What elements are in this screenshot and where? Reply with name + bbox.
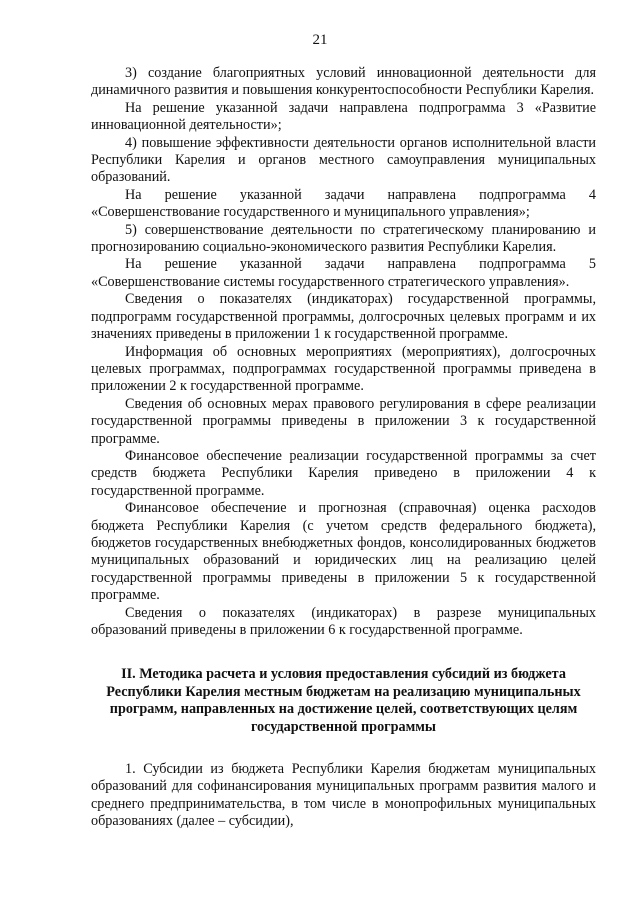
paragraph-6: На решение указанной задачи направлена подпрограмма 5 «Совершенствование системы государственного стратегического управления». — [91, 256, 596, 290]
paragraph-10: Финансовое обеспечение реализации государственной программы за счет средств бюджета Республики Карелия приведено в приложении 4 к государственной программе. — [91, 447, 596, 499]
paragraph-9: Сведения об основных мерах правового регулирования в сфере реализации государственной программы приведены в приложении 3 к государственной программе. — [91, 395, 596, 447]
paragraph-13: 1. Субсидии из бюджета Республики Карелия бюджетам муниципальных образований для софинансирования муниципальных программ развития малого и среднего предпринимательства, в том числе в монопрофильных муниципальных образованиях (далее – субсидии), — [91, 761, 596, 830]
paragraph-12: Сведения о показателях (индикаторах) в разрезе муниципальных образований приведены в приложении 6 к государственной программе. — [91, 604, 596, 638]
paragraph-11: Финансовое обеспечение и прогнозная (справочная) оценка расходов бюджета Республики Карелия (с учетом средств федерального бюджета), бюджетов государственных внебюджетных фондов, консолидированных бюджетов муниципальных образований и юридических лиц на реализацию целей государственной программы приведены в приложении 5 к государственной программе. — [91, 500, 596, 604]
paragraph-8: Информация об основных мероприятиях (мероприятиях), долгосрочных целевых программах, подпрограммах государственной программы приведена в приложении 2 к государственной программе. — [91, 343, 596, 395]
paragraph-4: На решение указанной задачи направлена подпрограмма 4 «Совершенствование государственного и муниципального управления»; — [91, 186, 596, 221]
section-heading: II. Методика расчета и условия предоставления субсидий из бюджета Республики Карелия местным бюджетам на реализацию муниципальных программ, направленных на достижение целей, соответствующих целям государственной программы — [106, 666, 581, 735]
paragraph-3: 4) повышение эффективности деятельности органов исполнительной власти Республики Карелия и органов местного самоуправления муниципальных образований. — [91, 134, 596, 186]
paragraph-2: На решение указанной задачи направлена подпрограмма 3 «Развитие инновационной деятельности»; — [91, 99, 596, 134]
paragraph-5: 5) совершенствование деятельности по стратегическому планированию и прогнозированию социально-экономического развития Республики Карелия. — [91, 221, 596, 256]
document-body — [91, 65, 596, 831]
paragraph-7: Сведения о показателях (индикаторах) государственной программы, подпрограмм государственной программы, долгосрочных целевых программ и их значениях приведены в приложении 1 к государственной программе. — [91, 291, 596, 343]
paragraph-1: 3) создание благоприятных условий инновационной деятельности для динамичного развития и повышения конкурентоспособности Республики Карелия. — [91, 65, 596, 99]
page-number: 21 — [312, 32, 328, 48]
